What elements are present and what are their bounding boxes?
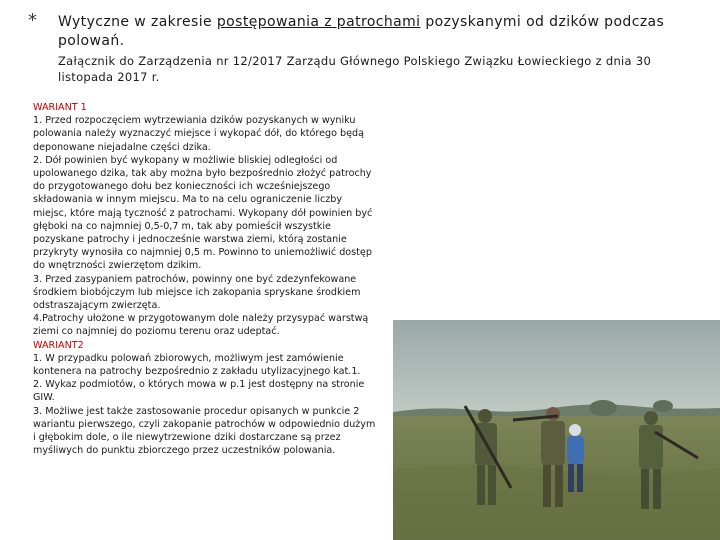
hunters-photo-illustration	[393, 320, 720, 540]
variant1-heading: WARIANT 1	[33, 102, 87, 113]
page-subtitle: Załącznik do Zarządzenia nr 12/2017 Zarządu Głównego Polskiego Związku Łowieckiego z dnia 30 listopada 2017 r.	[58, 54, 652, 84]
bullet-icon: *	[28, 10, 37, 31]
page-title	[58, 13, 688, 51]
title-underlined: postępowania z patrochami	[216, 14, 421, 30]
document-body	[33, 101, 378, 457]
hunters-photo	[393, 320, 720, 540]
variant1-paragraph-2: 2. Dół powinien być wykopany w możliwie bliskiej odległości od upolowanego dzika, tak aby można było bezpośrednio złożyć patrochy do przygotowanego dołu bez konieczności ich wcześniejszego składowania w innym miejscu. Ma to na celu ograniczenie liczby miejsc, które mają tyczność z patrochami. Wykopany dół powinien być głęboki na co najmniej 0,5-0,7 m, tak aby pomieścił wszystkie pozyskane patrochy i jednocześnie warstwa ziemi, którą zostanie przykryty wynosiła co najmniej 0,5 m. Powinno to uniemożliwić dostęp do wnętrzności zwierzętom dzikim.	[33, 154, 373, 272]
variant2-paragraph-2: 2. Wykaz podmiotów, o których mowa w p.1 jest dostępny na stronie GIW.	[33, 379, 365, 404]
variant1-paragraph-4: 4.Patrochy ułożone w przygotowanym dole należy przysypać warstwą ziemi co najmniej do poziomu terenu oraz udeptać.	[33, 313, 369, 338]
variant1-paragraph-1: 1. Przed rozpoczęciem wytrzewiania dzików pozyskanych w wyniku polowania należy wyznaczyć miejsce i wykopać dół, do którego będą deponowane niejadalne części dzika.	[33, 115, 365, 153]
title-suffix: pozyskanymi od dzików podczas polowań.	[58, 14, 665, 49]
variant2-heading: WARIANT2	[33, 339, 84, 351]
variant2-paragraph-3: 3. Możliwe jest także zastosowanie procedur opisanych w punkcie 2 wariantu pierwszego, czyli zakopanie patrochów w odpowiednio dużym i głębokim dole, o ile niewytrzewione dziki dostarczane są przez myśliwych do punktu zbiorczego przez uczestników polowania.	[33, 405, 376, 457]
variant1-paragraph-3: 3. Przed zasypaniem patrochów, powinny one być zdezynfekowane środkiem biobójczym lub miejsce ich zakopania spryskane środkiem odstraszającym zwierzęta.	[33, 273, 361, 312]
variant2-paragraph-1: 1. W przypadku polowań zbiorowych, możliwym jest zamówienie kontenera na patrochy bezpośrednio z zakładu utylizacyjnego kat.1.	[33, 352, 361, 378]
title-prefix: Wytyczne w zakresie	[58, 14, 217, 30]
